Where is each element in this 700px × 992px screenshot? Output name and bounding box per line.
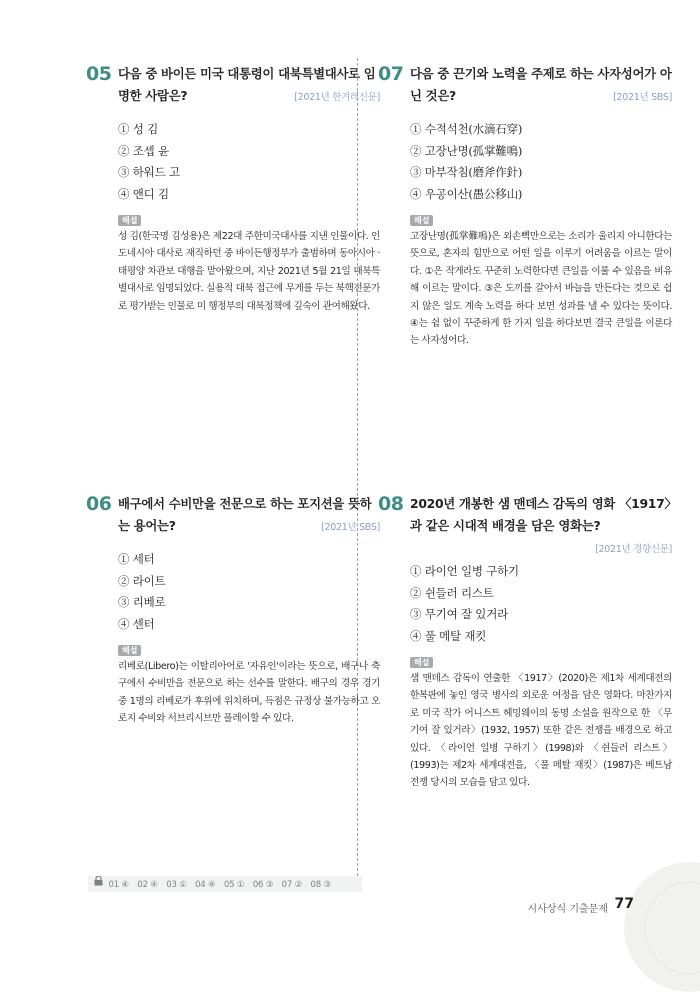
- options-list: [118, 549, 380, 635]
- question-number: 06: [86, 493, 112, 515]
- answer-04: 04 ④: [195, 879, 216, 890]
- answer-05: 05 ①: [223, 879, 245, 890]
- explanation-badge: 해설: [118, 645, 141, 656]
- options-list: [410, 561, 672, 647]
- option-1: ① 수적석천(水滴石穿): [410, 122, 523, 136]
- option-2: ② 고장난명(孤掌難鳴): [410, 143, 523, 158]
- question-source: [2021년 한겨레신문]: [294, 92, 380, 103]
- question-source: [2021년 경향신문]: [595, 544, 672, 555]
- question-05: [86, 63, 380, 315]
- option-4: ④ 센터: [118, 616, 155, 631]
- question-text: 2020년 개봉한 샘 맨데스 감독의 영화 〈1917〉과 같은 시대적 배경을 담은 영화는?: [410, 496, 671, 533]
- option-1: ① 라이언 일병 구하기: [410, 564, 519, 578]
- answer-03: 03 ①: [166, 879, 187, 890]
- question-06: [86, 493, 380, 728]
- answer-08: 08 ③: [310, 879, 331, 890]
- option-3: ③ 마부작침(磨斧作針): [410, 165, 523, 179]
- question-text: 배구에서 수비만을 전문으로 하는 포지션을 뜻하는 용어는?: [118, 496, 372, 533]
- question-text: 다음 중 끈기와 노력을 주제로 하는 사자성어가 아닌 것은?: [410, 66, 672, 103]
- answer-01: 01 ④: [108, 879, 129, 890]
- question-text: 다음 중 바이든 미국 대통령이 대북특별대사로 임명한 사람은?: [118, 66, 376, 103]
- explanation-badge: 해설: [410, 657, 433, 668]
- option-1: ① 성 김: [118, 122, 159, 136]
- answer-02: 02 ④: [137, 879, 158, 890]
- question-08: [378, 493, 672, 792]
- answer-07: 07 ②: [281, 879, 303, 890]
- options-list: [410, 119, 672, 205]
- question-number: 05: [86, 63, 112, 85]
- explanation-text: 성 김(한국명 김성용)은 제22대 주한미국대사를 지낸 인물이다. 인도네시아 대사로 재직하던 중 바이든행정부가 출범하며 동아시아 · 태평양 차관보 대행을 맡아왔으며, 지난 2021년 5월 21일 대북특별대사로 임명되었다. 실용적 대북 접근에 무게를 두는 북핵전문가로 평가받는 인물로 미 행정부의 대북정책에 깊숙이 관여해왔다.: [118, 231, 380, 312]
- options-list: [118, 119, 380, 205]
- option-4: ④ 우공이산(愚公移山): [410, 186, 523, 201]
- explanation-text: 샘 맨데스 감독이 연출한 〈1917〉(2020)은 제1차 세계대전의 한복판에 놓인 영국 병사의 외로운 여정을 담은 영화다. 마찬가지로 미국 작가 어니스트 헤밍웨이의 동명 소설을 원작으로 한 〈무기여 잘 있거라〉(1932, 1957) 또한 같은 전쟁을 배경으로 하고 있다. 〈라이언 일병 구하기〉(1998)와 〈쉰들러 리스트〉(1993)는 제2차 세계대전을, 〈풀 메탈 재킷〉(1987)은 베트남 전쟁 당시의 모습을 담고 있다.: [410, 673, 672, 789]
- question-source: [2021년 SBS]: [321, 522, 380, 533]
- option-3: ③ 무기여 잘 있거라: [410, 607, 509, 621]
- explanation-badge: 해설: [410, 215, 433, 226]
- option-3: ③ 리베로: [118, 595, 166, 609]
- lock-icon: [94, 876, 103, 892]
- page-number: 77: [614, 896, 634, 912]
- question-number: 07: [378, 63, 404, 85]
- option-4: ④ 풀 메탈 재킷: [410, 628, 487, 643]
- question-07: [378, 63, 672, 350]
- option-3: ③ 하워드 고: [118, 165, 180, 179]
- answer-06: 06 ③: [252, 879, 274, 890]
- question-number: 08: [378, 493, 404, 515]
- option-1: ① 세터: [118, 552, 155, 566]
- option-2: ② 라이트: [118, 573, 166, 588]
- explanation-badge: 해설: [118, 215, 141, 226]
- option-4: ④ 앤디 김: [118, 186, 169, 201]
- column-divider: [357, 58, 358, 876]
- answer-key: [88, 876, 362, 892]
- explanation-text: 고장난명(孤掌難鳴)은 외손뼉만으로는 소리가 울리지 아니한다는 뜻으로, 혼자의 힘만으로 어떤 일을 이루기 어려움을 이르는 말이다. ①은 작게라도 꾸준히 노력한다면 큰일을 이룰 수 있음을 비유해 이르는 말이다. ③은 도끼를 갈아서 바늘을 만든다는 것으로 쉽지 않은 일도 계속 노력을 하다 보면 성과를 낼 수 있다는 뜻이다. ④는 쉼 없이 꾸준하게 한 가지 일을 하다보면 결국 큰일을 이룬다는 사자성어다.: [410, 231, 672, 347]
- question-source: [2021년 SBS]: [613, 92, 672, 103]
- option-2: ② 쉰들러 리스트: [410, 585, 494, 600]
- explanation-text: 리베로(Libero)는 이탈리아어로 '자유인'이라는 뜻으로, 배구나 축구에서 수비만을 전문으로 하는 선수를 말한다. 배구의 경우 경기 중 1명의 리베로가 후위에 위치하며, 득점은 규정상 불가능하고 오로지 수비와 서브리시브만 플레이할 수 있다.: [118, 661, 380, 725]
- option-2: ② 조셉 윤: [118, 143, 169, 158]
- footer-section-title: 시사상식 기출문제: [527, 904, 608, 915]
